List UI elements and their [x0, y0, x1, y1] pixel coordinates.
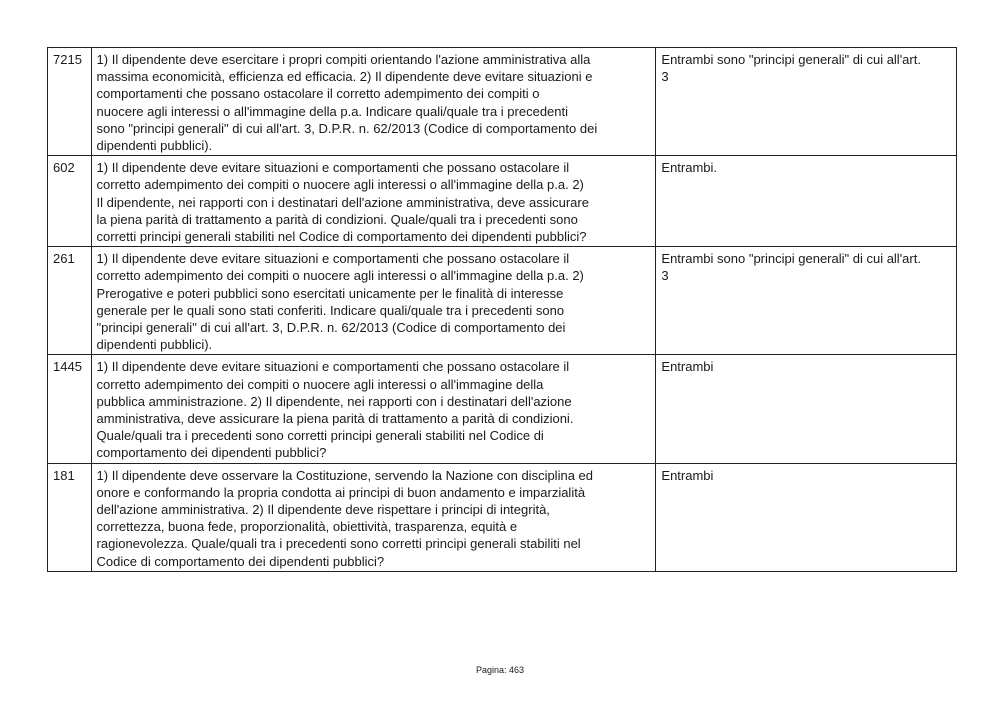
page-number: Pagina: 463 — [475, 665, 525, 675]
question-id: 1445 — [48, 355, 92, 463]
question-text: 1) Il dipendente deve osservare la Costituzione, servendo la Nazione con disciplina ed onore e conformando la propria condotta ai principi di buon andamento e imparzialità dell'azione amministrativa. 2) Il dipendente deve rispettare i principi di integrità, correttezza, buona fede, proporzionalità, obiettività, trasparenza, equità e ragionevolezza. Quale/quali tra i precedenti sono corretti principi generali stabiliti nel Codice di comportamento dei dipendenti pubblici? — [91, 463, 656, 571]
question-text: 1) Il dipendente deve evitare situazioni e comportamenti che possano ostacolare il corretto adempimento dei compiti o nuocere agli interessi o all'immagine della pubblica amministrazione. 2) Il dipendente, nei rapporti con i destinatari dell'azione amministrativa, deve assicurare la piena parità di trattamento a parità di condizioni. Quale/quali tra i precedenti sono corretti principi generali stabiliti nel Codice di comportamento dei dipendenti pubblici? — [91, 355, 656, 463]
answer-text: Entrambi — [656, 463, 957, 571]
question-id: 7215 — [48, 48, 92, 156]
answer-text: Entrambi. — [656, 156, 957, 247]
question-id: 602 — [48, 156, 92, 247]
question-text: 1) Il dipendente deve evitare situazioni e comportamenti che possano ostacolare il corretto adempimento dei compiti o nuocere agli interessi o all'immagine della p.a. 2) Prerogative e poteri pubblici sono esercitati unicamente per le finalità di interesse generale per le quali sono stati conferiti. Indicare quali/quale tra i precedenti sono "principi generali" di cui all'art. 3, D.P.R. n. 62/2013 (Codice di comportamento dei dipendenti pubblici). — [91, 247, 656, 355]
table-row — [48, 247, 957, 355]
questions-table — [47, 47, 957, 572]
table-row — [48, 463, 957, 571]
question-id: 261 — [48, 247, 92, 355]
table-row — [48, 48, 957, 156]
answer-text: Entrambi — [656, 355, 957, 463]
answer-text: Entrambi sono "principi generali" di cui all'art. 3 — [656, 247, 957, 355]
question-id: 181 — [48, 463, 92, 571]
question-text: 1) Il dipendente deve evitare situazioni e comportamenti che possano ostacolare il corretto adempimento dei compiti o nuocere agli interessi o all'immagine della p.a. 2) Il dipendente, nei rapporti con i destinatari dell'azione amministrativa, deve assicurare la piena parità di trattamento a parità di condizioni. Quale/quali tra i precedenti sono corretti principi generali stabiliti nel Codice di comportamento dei dipendenti pubblici? — [91, 156, 656, 247]
table-row — [48, 355, 957, 463]
table-row — [48, 156, 957, 247]
answer-text: Entrambi sono "principi generali" di cui all'art. 3 — [656, 48, 957, 156]
question-text: 1) Il dipendente deve esercitare i propri compiti orientando l'azione amministrativa alla massima economicità, efficienza ed efficacia. 2) Il dipendente deve evitare situazioni e comportamenti che possano ostacolare il corretto adempimento dei compiti o nuocere agli interessi o all'immagine della p.a. Indicare quali/quale tra i precedenti sono "principi generali" di cui all'art. 3, D.P.R. n. 62/2013 (Codice di comportamento dei dipendenti pubblici). — [91, 48, 656, 156]
